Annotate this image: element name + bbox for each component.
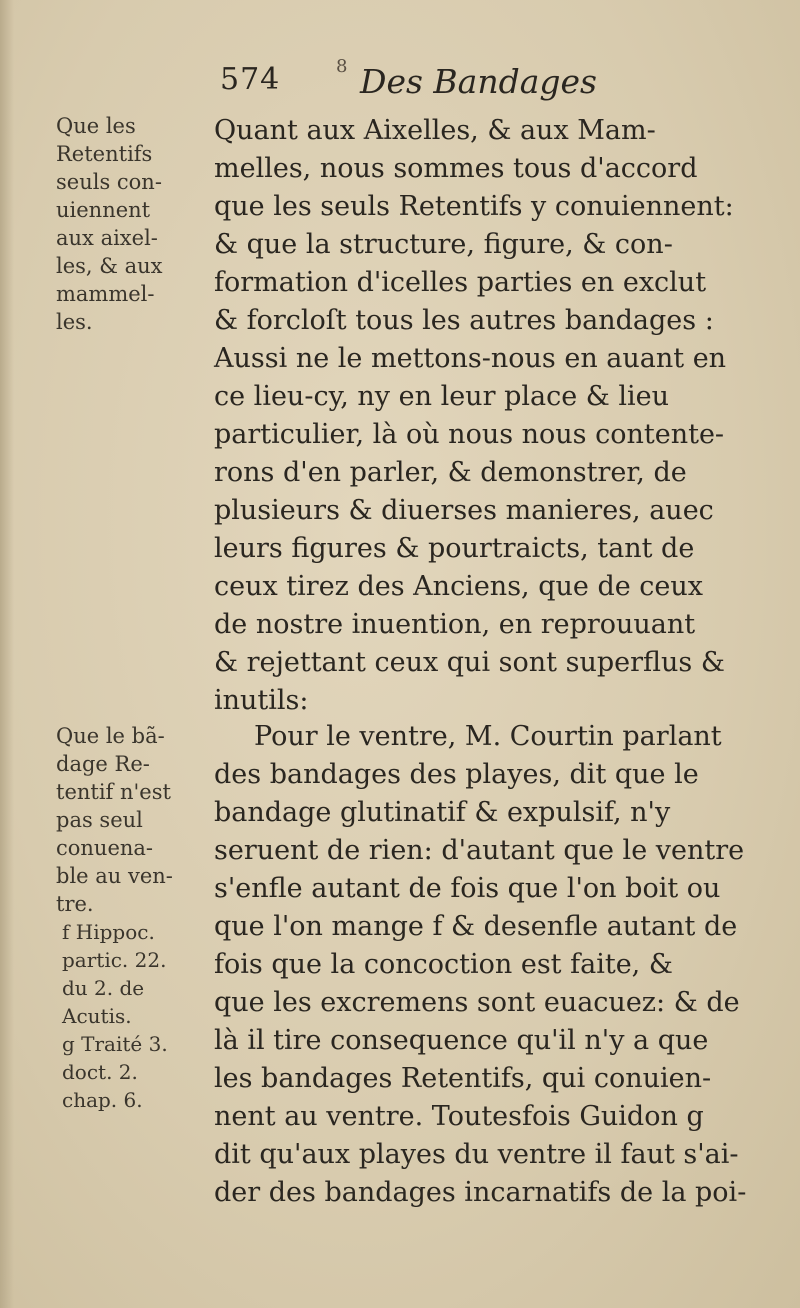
reference-line: g Traité 3. [62,1032,168,1056]
running-title: Des Bandages [360,62,597,101]
margin-note-line: dage Re- [56,752,150,776]
margin-note-ventre [56,722,214,918]
margin-note-aixelles [56,112,214,336]
text-line: melles, nous sommes tous d'accord [214,153,698,184]
reference-line: Acutis. [62,1004,132,1028]
text-line: les bandages Retentifs, qui conuien- [214,1063,712,1094]
text-line: bandage glutinatif & expulsif, n'y [214,797,671,828]
text-line: des bandages des playes, dit que le [214,759,699,790]
text-line: der des bandages incarnatifs de la poi- [214,1177,747,1208]
text-line: ceux tirez des Anciens, que de ceux [214,571,704,602]
text-line: seruent de rien: d'autant que le ventre [214,835,745,866]
margin-note-line: conuena- [56,836,154,860]
text-line: Aussi ne le mettons-nous en auant en [214,343,727,374]
text-line: là il tire consequence qu'il n'y a que [214,1025,709,1056]
reference-line: doct. 2. [62,1060,138,1084]
margin-note-line: Que les [56,114,136,138]
text-line: inutils: [214,685,309,716]
margin-note-line: uiennent [56,198,151,222]
bleed-through-area [60,418,210,708]
text-line: plusieurs & diuerses manieres, auec [214,495,714,526]
text-line: Quant aux Aixelles, & aux Mam- [214,115,656,146]
text-line: & rejettant ceux qui sont superflus & [214,647,725,678]
paragraph-aixelles [214,112,774,720]
text-line: que l'on mange f & desenfle autant de [214,911,738,942]
page-number: 574 [220,62,281,97]
margin-note-line: pas seul [56,808,143,832]
margin-references [62,918,212,1114]
margin-note-line: les. [56,310,93,334]
margin-note-line: tre. [56,892,94,916]
text-line: de nostre inuention, en reprouuant [214,609,696,640]
text-line: Pour le ventre, M. Courtin parlant [254,721,722,752]
text-line: & forcloſt tous les autres bandages : [214,305,714,336]
text-line: formation d'icelles parties en exclut [214,267,707,298]
margin-note-line: Retentifs [56,142,153,166]
text-line: nent au ventre. Toutesfois Guidon g [214,1101,704,1132]
margin-note-line: mammel- [56,282,155,306]
reference-line: partic. 22. [62,948,167,972]
margin-note-line: ble au ven- [56,864,173,888]
paragraph-ventre [214,718,774,1212]
text-line: rons d'en parler, & demonstrer, de [214,457,687,488]
margin-note-line: seuls con- [56,170,162,194]
text-line: dit qu'aux playes du ventre il faut s'ai- [214,1139,739,1170]
reference-line: du 2. de [62,976,145,1000]
text-line: que les excremens sont euacuez: & de [214,987,740,1018]
signature-mark: 8 [336,56,348,77]
margin-note-line: tentif n'est [56,780,171,804]
text-line: fois que la concoction est faite, & [214,949,673,980]
text-line: leurs figures & pourtraicts, tant de [214,533,695,564]
margin-note-line: Que le bã- [56,724,165,748]
page-gutter-shadow [0,0,14,1308]
text-line: particulier, là où nous nous contente- [214,419,725,450]
text-line: que les seuls Retentifs y conuiennent: [214,191,734,222]
reference-line: f Hippoc. [62,920,155,944]
text-line: & que la structure, figure, & con- [214,229,673,260]
margin-note-line: les, & aux [56,254,163,278]
text-line: s'enfle autant de fois que l'on boit ou [214,873,721,904]
text-line: ce lieu-cy, ny en leur place & lieu [214,381,670,412]
reference-line: chap. 6. [62,1088,143,1112]
margin-note-line: aux aixel- [56,226,158,250]
